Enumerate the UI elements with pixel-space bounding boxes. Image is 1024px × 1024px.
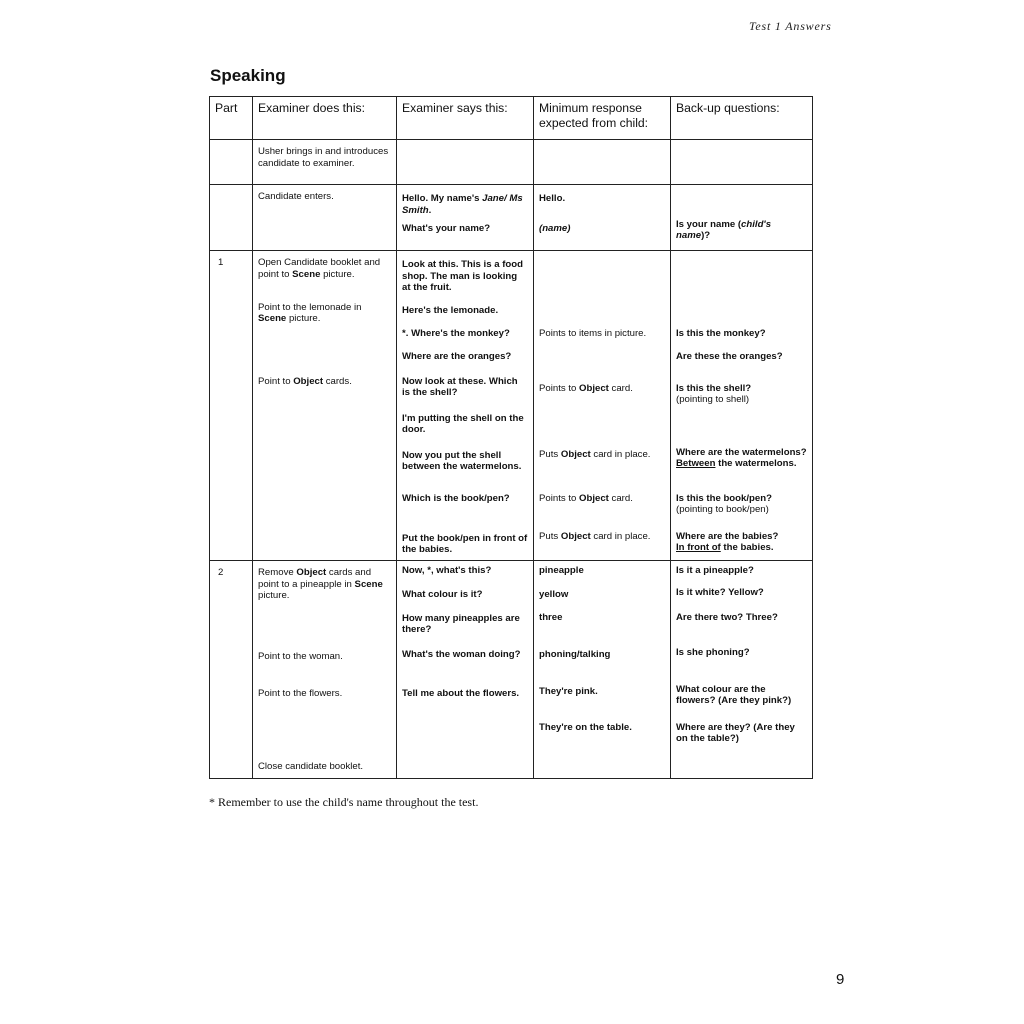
cell-says: Now look at these. Which is the shell? [397, 373, 534, 409]
cell-part [210, 585, 253, 609]
table-row [210, 561, 813, 585]
cell-says: How many pineapples are there? [397, 609, 534, 645]
does-bold: Object [293, 375, 324, 387]
backup-underlined: Between [676, 458, 716, 469]
cell-response [534, 373, 671, 409]
table-row [210, 645, 813, 682]
table-row [210, 251, 813, 300]
response-bold: Object [579, 492, 609, 504]
cell-part: 1 [210, 251, 253, 300]
does-text: picture. [286, 313, 321, 324]
cell-part: 2 [210, 561, 253, 585]
does-bold: Scene [258, 313, 287, 324]
backup-text: the babies. [720, 542, 774, 553]
cell-does [253, 492, 397, 528]
response-bold: Object [560, 448, 591, 460]
cell-part [210, 185, 253, 218]
cell-says: What's your name? [397, 218, 534, 251]
table-row [210, 185, 813, 218]
cell-backup [671, 373, 813, 409]
table-row [210, 218, 813, 251]
header-examiner-says: Examiner says this: [397, 97, 534, 140]
cell-backup [671, 218, 813, 251]
backup-answer [676, 458, 807, 470]
table-row [210, 753, 813, 779]
table-row [210, 718, 813, 753]
cell-part [210, 348, 253, 373]
does-bold: Scene [292, 268, 321, 280]
header-backup-questions: Back-up questions: [671, 97, 813, 140]
does-text: cards and point to a pineapple in [258, 567, 372, 590]
table-row [210, 300, 813, 325]
response-text: Points to [539, 492, 579, 504]
cell-response: Hello. [534, 185, 671, 218]
cell-backup [671, 251, 813, 300]
cell-part [210, 682, 253, 718]
cell-backup: What colour are the flowers? (Are they pink?) [671, 682, 813, 718]
cell-backup: Are these the oranges? [671, 348, 813, 373]
cell-backup [671, 140, 813, 185]
speaking-table [209, 96, 813, 779]
cell-part [210, 492, 253, 528]
cell-says [397, 140, 534, 185]
cell-says: What colour is it? [397, 585, 534, 609]
table-row [210, 446, 813, 492]
does-bold: Object [296, 567, 327, 578]
cell-says [397, 185, 534, 218]
cell-does: Candidate enters. [253, 185, 397, 218]
response-text: card in place. [590, 448, 651, 460]
cell-backup: Is she phoning? [671, 645, 813, 682]
cell-part [210, 446, 253, 492]
cell-part [210, 373, 253, 409]
cell-does [253, 251, 397, 300]
cell-says: I'm putting the shell on the door. [397, 409, 534, 446]
cell-says: Look at this. This is a food shop. The man is looking at the fruit. [397, 251, 534, 300]
cell-part [210, 609, 253, 645]
table-row [210, 140, 813, 185]
does-text: Open Candidate booklet and point to [258, 257, 381, 280]
cell-part [210, 718, 253, 753]
cell-backup [671, 528, 813, 561]
cell-says [397, 753, 534, 779]
cell-response: pineapple [534, 561, 671, 585]
cell-response: yellow [534, 585, 671, 609]
response-text: card. [608, 492, 633, 504]
cell-part [210, 300, 253, 325]
cell-response: They're on the table. [534, 718, 671, 753]
cell-does [253, 325, 397, 348]
cell-says: Which is the book/pen? [397, 492, 534, 528]
backup-question: Where are the babies? [676, 530, 779, 542]
cell-backup: Is this the monkey? [671, 325, 813, 348]
cell-says: Now you put the shell between the watermelons. [397, 446, 534, 492]
cell-backup [671, 446, 813, 492]
footnote: * Remember to use the child's name throughout the test. [209, 795, 479, 809]
backup-italic: child's name [676, 218, 772, 241]
backup-underlined: In front of [676, 542, 721, 553]
backup-note: (pointing to shell) [676, 394, 750, 405]
says-name-italic: Jane/ Ms Smith [402, 193, 523, 216]
cell-part [210, 645, 253, 682]
backup-note: (pointing to book/pen) [676, 504, 769, 515]
says-text: . [428, 204, 432, 216]
response-name-italic: (name) [539, 222, 571, 234]
backup-text: the watermelons. [715, 458, 797, 469]
table-row [210, 325, 813, 348]
table-header-row [210, 97, 813, 140]
table-row [210, 409, 813, 446]
cell-response [534, 348, 671, 373]
cell-says: What's the woman doing? [397, 645, 534, 682]
cell-backup [671, 753, 813, 779]
response-text: card in place. [590, 530, 651, 542]
does-text: Remove [258, 567, 297, 578]
response-bold: Object [579, 382, 609, 394]
cell-part [210, 140, 253, 185]
cell-says: Put the book/pen in front of the babies. [397, 528, 534, 561]
cell-response: three [534, 609, 671, 645]
cell-does [253, 409, 397, 446]
backup-question: Is this the book/pen? [676, 492, 772, 504]
cell-response [534, 140, 671, 185]
cell-part [210, 753, 253, 779]
cell-part [210, 325, 253, 348]
cell-response [534, 218, 671, 251]
backup-answer [676, 542, 807, 554]
cell-response: They're pink. [534, 682, 671, 718]
does-text: picture. [320, 268, 355, 280]
cell-response [534, 492, 671, 528]
table-row [210, 492, 813, 528]
says-text: Hello. My name's [402, 193, 483, 204]
does-text: picture. [258, 590, 290, 601]
does-bold: Scene [354, 578, 383, 590]
cell-says: Here's the lemonade. [397, 300, 534, 325]
backup-text: Is your name ( [676, 218, 742, 230]
cell-response [534, 528, 671, 561]
table-row [210, 528, 813, 561]
table-row [210, 373, 813, 409]
cell-does [253, 348, 397, 373]
cell-says [397, 718, 534, 753]
cell-response [534, 251, 671, 300]
cell-backup [671, 409, 813, 446]
cell-does: Point to the flowers. [253, 682, 397, 718]
cell-response: Points to items in picture. [534, 325, 671, 348]
response-text: Puts [539, 448, 561, 460]
cell-backup: Are there two? Three? [671, 609, 813, 645]
cell-backup [671, 185, 813, 218]
cell-does: Usher brings in and introduces candidate to examiner. [253, 140, 397, 185]
page-number: 9 [836, 971, 845, 988]
cell-response: phoning/talking [534, 645, 671, 682]
does-text: Point to [258, 375, 294, 387]
cell-backup: Is it white? Yellow? [671, 585, 813, 609]
table-row [210, 348, 813, 373]
cell-response [534, 409, 671, 446]
cell-says: Where are the oranges? [397, 348, 534, 373]
does-text: cards. [323, 375, 352, 387]
cell-does [253, 446, 397, 492]
cell-does [253, 373, 397, 409]
response-text: Points to [539, 382, 579, 394]
cell-does [253, 218, 397, 251]
header-examiner-does: Examiner does this: [253, 97, 397, 140]
backup-text: )? [701, 230, 711, 241]
response-bold: Object [560, 530, 591, 542]
cell-backup: Where are they? (Are they on the table?) [671, 718, 813, 753]
cell-does [253, 300, 397, 325]
running-head: Test 1 Answers [749, 19, 832, 33]
cell-part [210, 528, 253, 561]
header-minimum-response: Minimum response expected from child: [534, 97, 671, 140]
does-text: Point to the lemonade in [258, 301, 362, 313]
table-row [210, 682, 813, 718]
backup-question: Is this the shell? [676, 382, 752, 394]
cell-does [253, 528, 397, 561]
cell-says: Now, *, what's this? [397, 561, 534, 585]
cell-does [253, 561, 397, 645]
backup-question: Where are the watermelons? [676, 446, 807, 458]
cell-says: *. Where's the monkey? [397, 325, 534, 348]
cell-part [210, 218, 253, 251]
cell-response [534, 753, 671, 779]
cell-backup [671, 300, 813, 325]
cell-does: Close candidate booklet. [253, 753, 397, 779]
header-part: Part [210, 97, 253, 140]
cell-backup [671, 492, 813, 528]
response-text: card. [608, 382, 633, 394]
cell-does [253, 718, 397, 753]
cell-says: Tell me about the flowers. [397, 682, 534, 718]
cell-part [210, 409, 253, 446]
response-text: Puts [539, 530, 561, 542]
cell-response [534, 300, 671, 325]
section-title: Speaking [210, 66, 286, 85]
cell-backup: Is it a pineapple? [671, 561, 813, 585]
cell-response [534, 446, 671, 492]
cell-does: Point to the woman. [253, 645, 397, 682]
